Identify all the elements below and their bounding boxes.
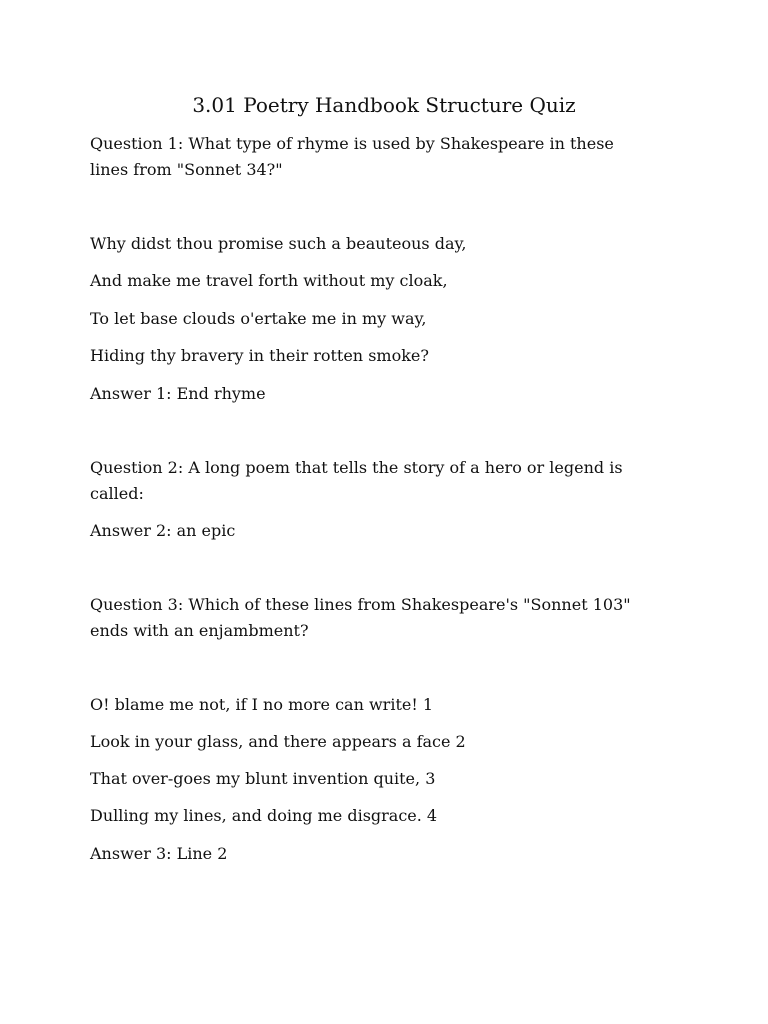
page-title: 3.01 Poetry Handbook Structure Quiz bbox=[192, 93, 576, 117]
poem-3-line-4: Dulling my lines, and doing me disgrace. 4 bbox=[90, 806, 438, 825]
question-1-line-2: lines from "Sonnet 34?" bbox=[90, 160, 283, 179]
poem-3-line-1: O! blame me not, if I no more can write! 1 bbox=[90, 695, 434, 714]
answer-3: Answer 3: Line 2 bbox=[90, 844, 228, 863]
question-3-line-1: Question 3: Which of these lines from Shakespeare's "Sonnet 103" bbox=[90, 595, 631, 614]
answer-2: Answer 2: an epic bbox=[90, 521, 236, 540]
question-3-line-2: ends with an enjambment? bbox=[90, 621, 309, 640]
poem-1-line-3: To let base clouds o'ertake me in my way, bbox=[90, 309, 427, 328]
question-2-line-1: Question 2: A long poem that tells the story of a hero or legend is bbox=[90, 458, 623, 477]
question-1-line-1: Question 1: What type of rhyme is used by Shakespeare in these bbox=[90, 134, 614, 153]
poem-1-line-4: Hiding thy bravery in their rotten smoke? bbox=[90, 346, 429, 365]
answer-1: Answer 1: End rhyme bbox=[90, 384, 266, 403]
question-2-line-2: called: bbox=[90, 484, 144, 503]
poem-1-line-1: Why didst thou promise such a beauteous day, bbox=[90, 234, 467, 253]
poem-3-line-2: Look in your glass, and there appears a face 2 bbox=[90, 732, 466, 751]
poem-3-line-3: That over-goes my blunt invention quite, 3 bbox=[90, 769, 436, 788]
poem-1-line-2: And make me travel forth without my cloak, bbox=[90, 271, 448, 290]
